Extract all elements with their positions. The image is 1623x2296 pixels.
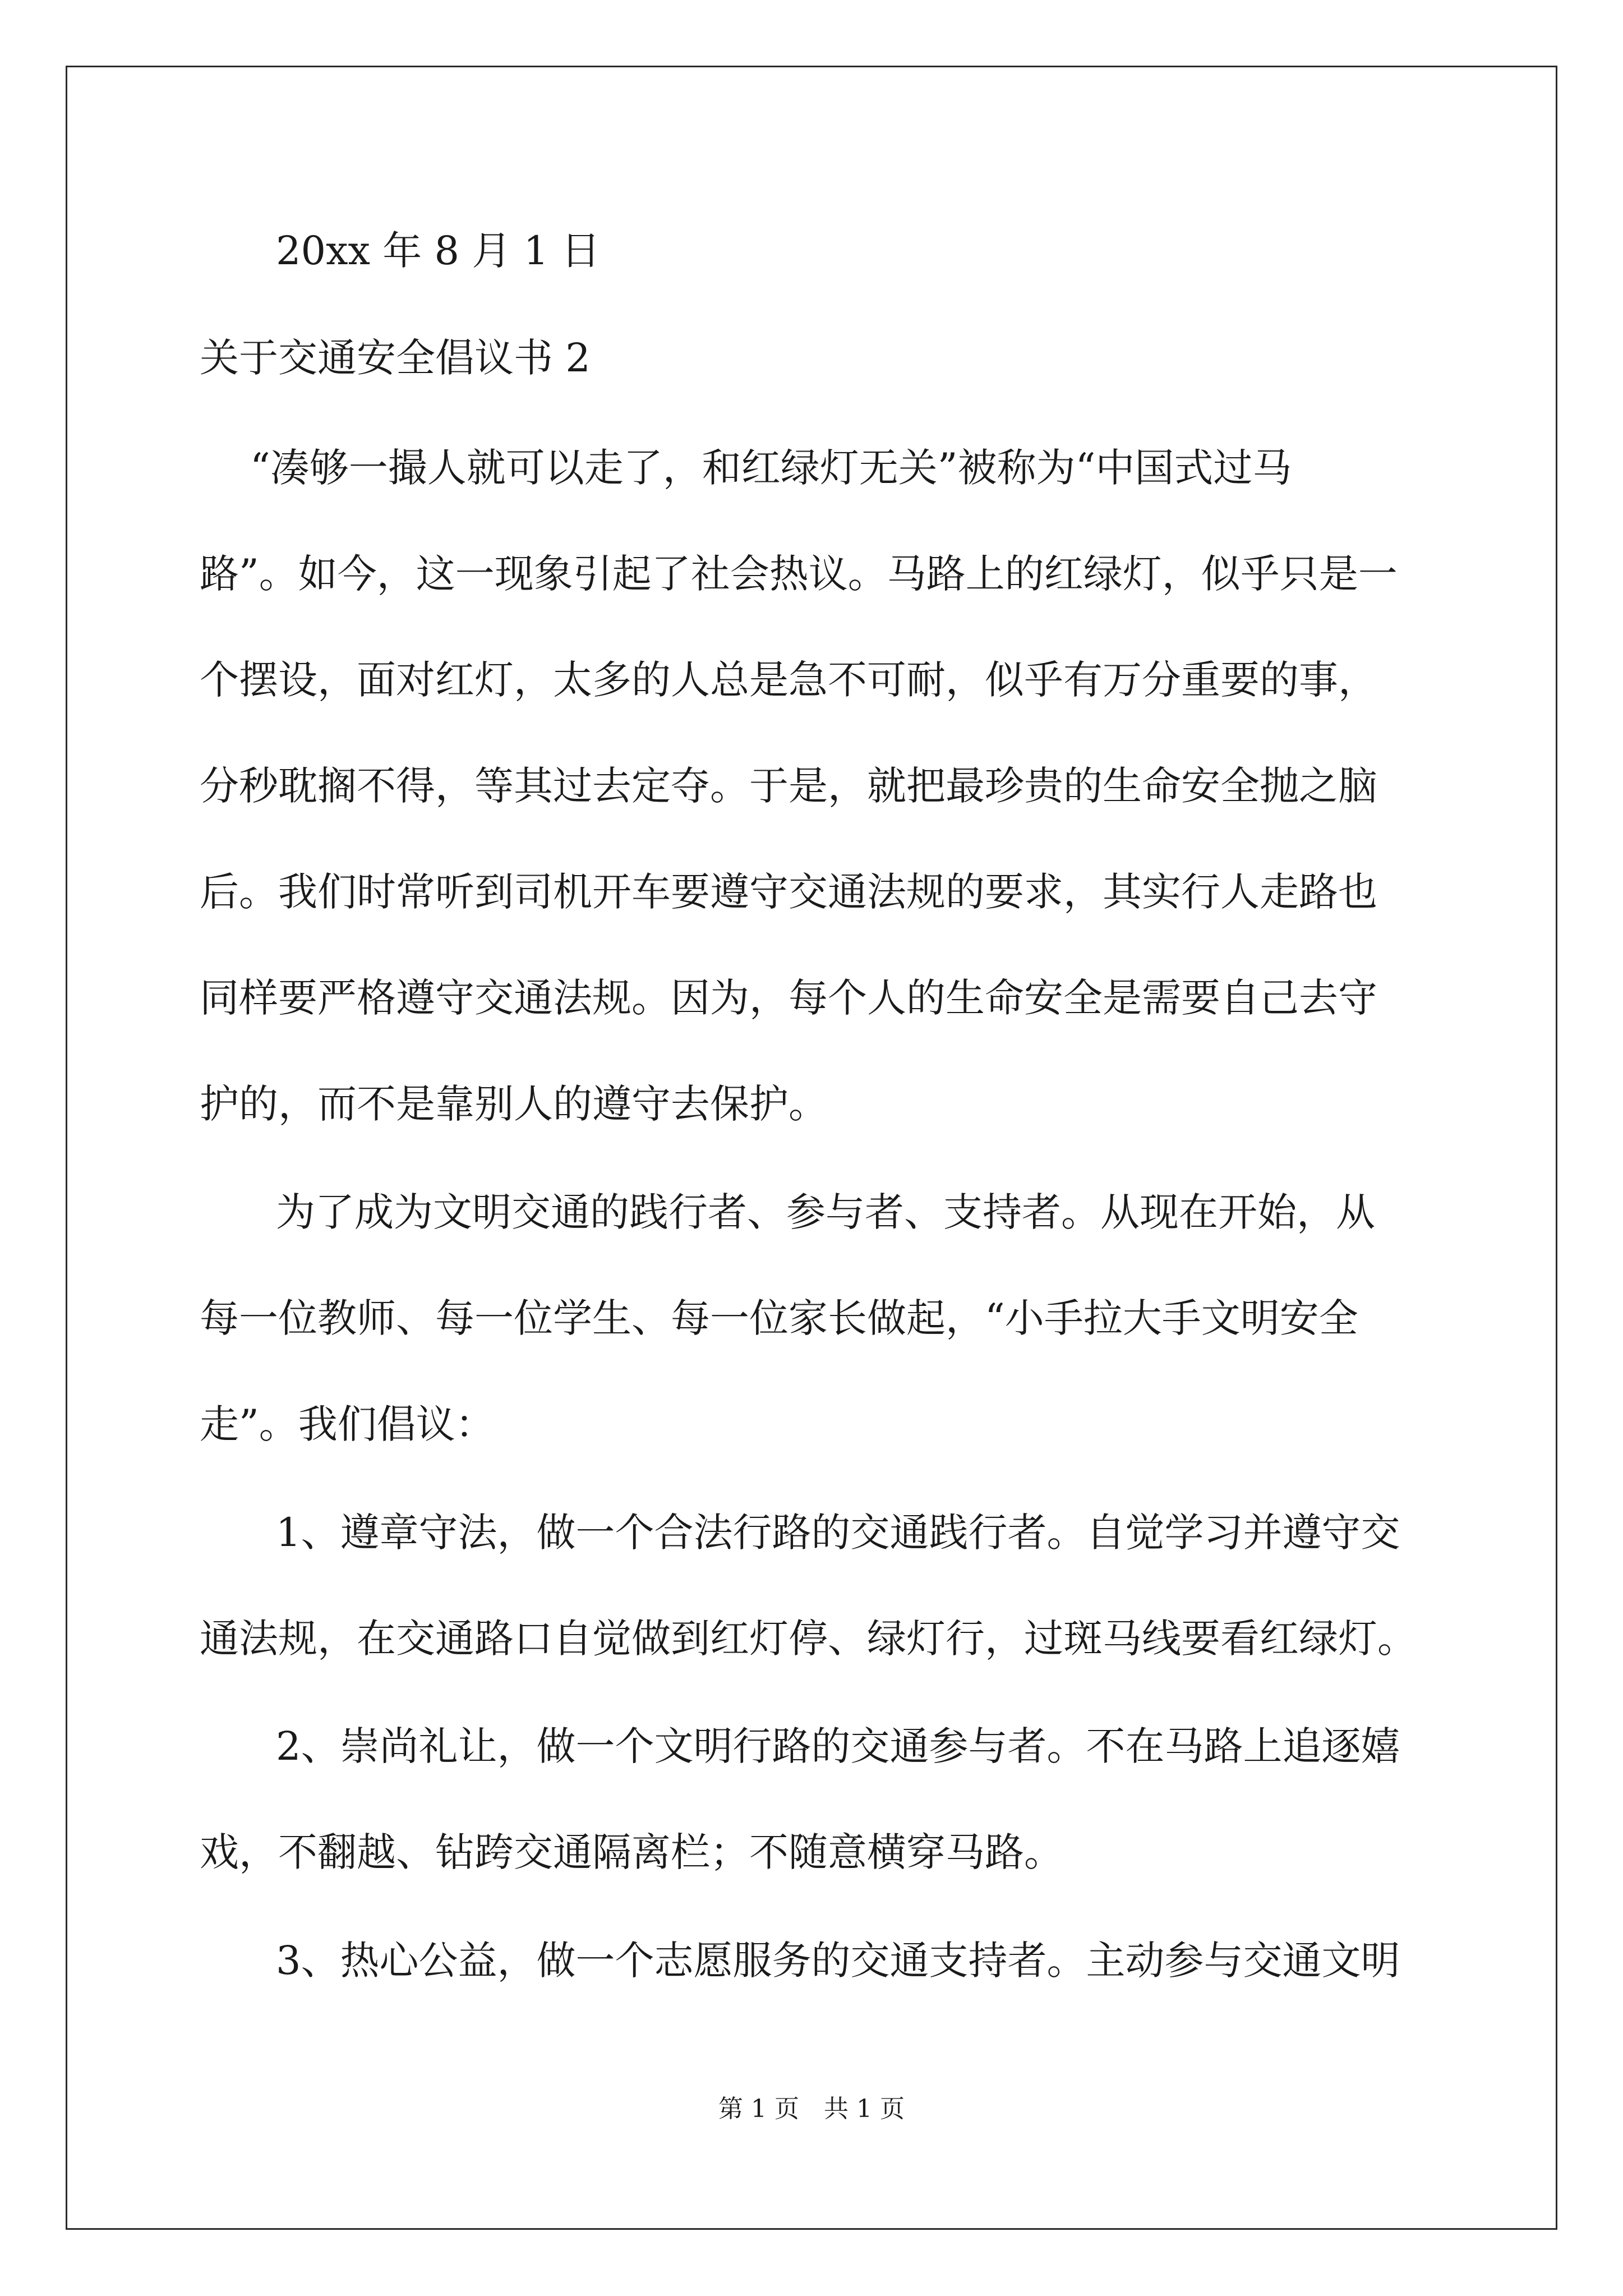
date-line: 20xx 年 8 月 1 日 <box>276 228 601 274</box>
item-3-line-1: 3、热心公益，做一个志愿服务的交通支持者。主动参与交通文明 <box>276 1938 1400 1984</box>
document-title: 关于交通安全倡议书 2 <box>200 335 591 381</box>
paragraph-1-line-4: 分秒耽搁不得，等其过去定夺。于是，就把最珍贵的生命安全抛之脑 <box>200 763 1377 809</box>
item-2-line-1: 2、崇尚礼让，做一个文明行路的交通参与者。不在马路上追逐嬉 <box>276 1723 1400 1769</box>
page-footer: 第 1 页 共 1 页 <box>718 2095 905 2123</box>
paragraph-1-line-1: “凑够一撮人就可以走了，和红绿灯无关”被称为“中国式过马 <box>250 445 1292 491</box>
paragraph-2-line-3: 走”。我们倡议： <box>200 1401 495 1447</box>
paragraph-2-line-2: 每一位教师、每一位学生、每一位家长做起，“小手拉大手文明安全 <box>200 1295 1358 1341</box>
paragraph-1-line-2: 路”。如今，这一现象引起了社会热议。马路上的红绿灯，似乎只是一 <box>200 551 1398 597</box>
item-1-line-2: 通法规，在交通路口自觉做到红灯停、绿灯行，过斑马线要看红绿灯。 <box>200 1616 1417 1662</box>
paragraph-1-line-3: 个摆设，面对红灯，太多的人总是急不可耐，似乎有万分重要的事， <box>200 657 1377 703</box>
item-2-line-2: 戏，不翻越、钻跨交通隔离栏；不随意横穿马路。 <box>200 1829 1063 1875</box>
paragraph-1-line-6: 同样要严格遵守交通法规。因为，每个人的生命安全是需要自己去守 <box>200 975 1377 1021</box>
page-border <box>66 66 1557 2230</box>
paragraph-1-line-5: 后。我们时常听到司机开车要遵守交通法规的要求，其实行人走路也 <box>200 869 1377 915</box>
item-1-line-1: 1、遵章守法，做一个合法行路的交通践行者。自觉学习并遵守交 <box>276 1510 1400 1556</box>
paragraph-2-line-1: 为了成为文明交通的践行者、参与者、支持者。从现在开始，从 <box>276 1189 1375 1235</box>
paragraph-1-line-7: 护的，而不是靠别人的遵守去保护。 <box>200 1081 828 1127</box>
